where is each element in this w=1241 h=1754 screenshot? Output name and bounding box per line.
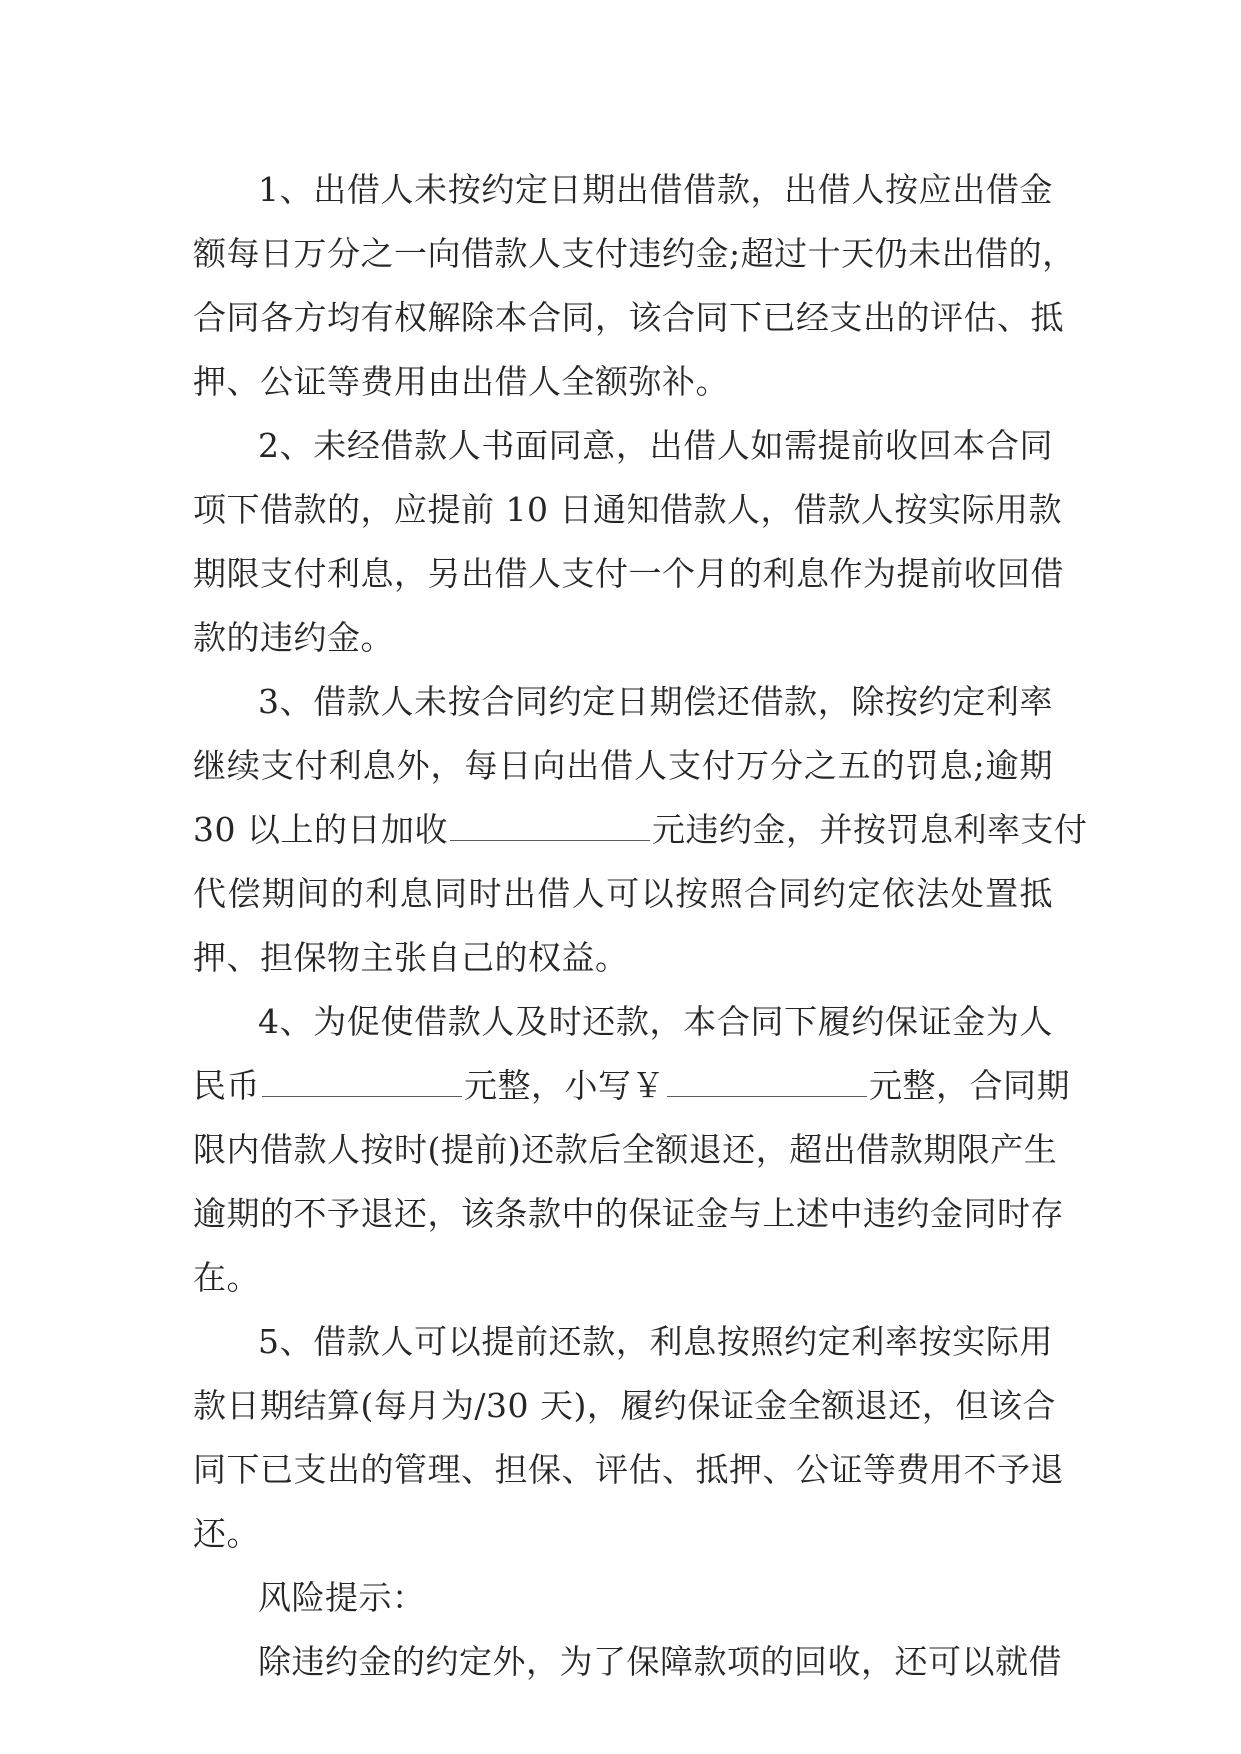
risk-heading: 风险提示： [258,1578,426,1617]
text-line: 押、公证等费用由出借人全额弥补。 [193,362,729,401]
text-line-with-blank [193,798,1088,862]
fill-in-blank-amount-uppercase [262,1095,462,1097]
text-line: 3、借款人未按合同约定日期偿还借款，除按约定利率 [258,682,1053,721]
fill-in-blank-amount-lowercase [667,1095,867,1097]
clause-1 [193,158,1076,414]
text-line: 期限支付利息，另出借人支付一个月的利息作为提前收回借 [193,554,1064,593]
text-line: 继续支付利息外，每日向出借人支付万分之五的罚息;逾期 [193,746,1053,785]
text-line: 同下已支出的管理、担保、评估、抵押、公证等费用不予退 [193,1450,1064,1489]
risk-text: 除违约金的约定外，为了保障款项的回收，还可以就借 [258,1642,1062,1681]
clause-4 [193,990,1070,1310]
clause-5 [193,1310,1064,1566]
text-line: 代偿期间的利息同时出借人可以按照合同约定依法处置抵 [193,874,1053,913]
text-line: 5、借款人可以提前还款，利息按照约定利率按实际用 [258,1322,1053,1361]
text-line: 1、出借人未按约定日期出借借款，出借人按应出借金 [258,170,1053,209]
text-line: 合同各方均有权解除本合同，该合同下已经支出的评估、抵 [193,298,1064,337]
text-line: 款日期结算(每月为/30 天)，履约保证金全额退还，但该合 [193,1386,1056,1425]
clause-2 [193,414,1064,670]
text-segment: 元违约金，并按罚息利率支付 [651,810,1088,849]
document-body [193,158,1088,1694]
text-line: 4、为促使借款人及时还款，本合同下履约保证金为人 [258,1002,1053,1041]
text-line: 还。 [193,1514,260,1553]
text-line: 2、未经借款人书面同意，出借人如需提前收回本合同 [258,426,1053,465]
text-line-with-blanks [193,1054,1070,1118]
text-line: 在。 [193,1258,260,1297]
text-segment: 民币 [193,1066,260,1105]
fill-in-blank-penalty-amount [450,839,650,841]
text-line: 项下借款的，应提前 10 日通知借款人，借款人按实际用款 [193,490,1062,529]
text-line: 限内借款人按时(提前)还款后全额退还，超出借款期限产生 [193,1130,1058,1169]
text-line: 逾期的不予退还，该条款中的保证金与上述中违约金同时存 [193,1194,1064,1233]
text-segment: 元整，合同期 [869,1066,1070,1105]
text-line: 押、担保物主张自己的权益。 [193,938,629,977]
text-line: 款的违约金。 [193,618,394,657]
clause-3 [193,670,1088,990]
text-segment: 元整，小写￥ [464,1066,665,1105]
text-line: 额每日万分之一向借款人支付违约金;超过十天仍未出借的， [193,234,1076,273]
text-segment: 30 以上的日加收 [193,810,448,849]
